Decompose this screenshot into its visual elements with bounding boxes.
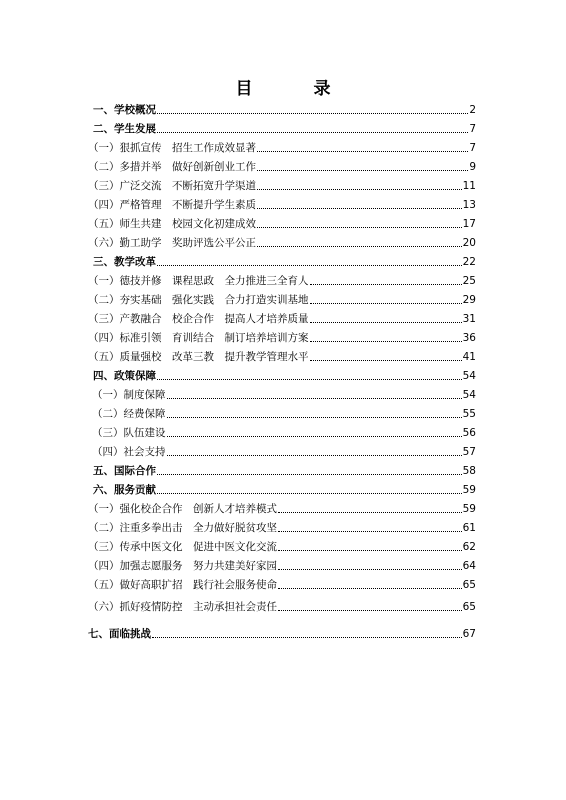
dot-leader bbox=[257, 150, 468, 152]
toc-entry-label: （五）质量强校 改革三教 提升教学管理水平 bbox=[88, 351, 309, 363]
toc-entry-page: 9 bbox=[469, 161, 476, 173]
toc-entry[interactable] bbox=[88, 271, 476, 288]
dot-leader bbox=[257, 245, 462, 247]
toc-entry-page: 67 bbox=[462, 628, 476, 640]
toc-entry-label: （三）队伍建设 bbox=[92, 427, 166, 439]
toc-entry-page: 65 bbox=[462, 601, 476, 613]
dot-leader bbox=[167, 454, 462, 456]
toc-entry[interactable] bbox=[88, 214, 476, 231]
toc-entry[interactable] bbox=[88, 138, 476, 155]
dot-leader bbox=[278, 549, 462, 551]
toc-entry-page: 59 bbox=[462, 484, 476, 496]
dot-leader bbox=[167, 397, 462, 399]
toc-entry-label: 二、学生发展 bbox=[93, 123, 156, 135]
dot-leader bbox=[257, 226, 462, 228]
toc-entry[interactable] bbox=[88, 309, 476, 326]
toc-entry-page: 57 bbox=[462, 446, 476, 458]
toc-entry-page: 61 bbox=[462, 522, 476, 534]
toc-entry[interactable] bbox=[92, 385, 476, 402]
toc-entry[interactable] bbox=[88, 328, 476, 345]
toc-entry-page: 2 bbox=[469, 104, 476, 116]
toc-entry-page: 64 bbox=[462, 560, 476, 572]
dot-leader bbox=[157, 492, 462, 494]
dot-leader bbox=[257, 188, 462, 190]
toc-entry[interactable] bbox=[93, 461, 476, 478]
toc-entry-label: 六、服务贡献 bbox=[93, 484, 156, 496]
dot-leader bbox=[257, 169, 468, 171]
toc-entry-label: （一）强化校企合作 创新人才培养模式 bbox=[88, 503, 277, 515]
toc-entry[interactable] bbox=[88, 347, 476, 364]
dot-leader bbox=[257, 207, 462, 209]
dot-leader bbox=[157, 473, 462, 475]
toc-entry-page: 29 bbox=[462, 294, 476, 306]
toc-entry-page: 13 bbox=[462, 199, 476, 211]
dot-leader bbox=[157, 112, 468, 114]
toc-entry-page: 7 bbox=[469, 142, 476, 154]
toc-entry-label: （五）师生共建 校园文化初建成效 bbox=[88, 218, 256, 230]
toc-entry[interactable] bbox=[93, 119, 476, 136]
toc-entry-label: （一）德技并修 课程思政 全力推进三全育人 bbox=[88, 275, 309, 287]
toc-entry-page: 55 bbox=[462, 408, 476, 420]
toc-entry-label: （四）严格管理 不断提升学生素质 bbox=[88, 199, 256, 211]
toc-entry[interactable] bbox=[92, 404, 476, 421]
dot-leader bbox=[310, 302, 462, 304]
dot-leader bbox=[278, 609, 462, 611]
toc-entry-page: 22 bbox=[462, 256, 476, 268]
toc-entry[interactable] bbox=[88, 290, 476, 307]
toc-entry[interactable] bbox=[93, 480, 476, 497]
toc-entry[interactable] bbox=[88, 233, 476, 250]
dot-leader bbox=[167, 435, 462, 437]
dot-leader bbox=[310, 340, 462, 342]
toc-entry[interactable] bbox=[88, 176, 476, 193]
dot-leader bbox=[157, 131, 468, 133]
dot-leader bbox=[278, 511, 462, 513]
toc-entry-label: 四、政策保障 bbox=[93, 370, 156, 382]
toc-entry[interactable] bbox=[88, 518, 476, 535]
dot-leader bbox=[167, 416, 462, 418]
toc-entry-page: 31 bbox=[462, 313, 476, 325]
toc-entry[interactable] bbox=[88, 597, 476, 614]
toc-entry-label: （一）狠抓宣传 招生工作成效显著 bbox=[88, 142, 256, 154]
toc-entry[interactable] bbox=[92, 442, 476, 459]
toc-entry-page: 7 bbox=[469, 123, 476, 135]
toc-entry-page: 54 bbox=[462, 370, 476, 382]
toc-entry-label: （二）经费保障 bbox=[92, 408, 166, 420]
dot-leader bbox=[310, 283, 462, 285]
toc-title: 目 录 bbox=[235, 79, 353, 99]
toc-entry[interactable] bbox=[88, 537, 476, 554]
toc-entry[interactable] bbox=[88, 157, 476, 174]
toc-entry-label: （一）制度保障 bbox=[92, 389, 166, 401]
toc-entry-page: 62 bbox=[462, 541, 476, 553]
dot-leader bbox=[152, 636, 462, 638]
toc-entry-label: 七、面临挑战 bbox=[88, 628, 151, 640]
toc-entry-page: 54 bbox=[462, 389, 476, 401]
toc-entry-label: （四）社会支持 bbox=[92, 446, 166, 458]
toc-entry-label: 三、教学改革 bbox=[93, 256, 156, 268]
toc-entry-page: 36 bbox=[462, 332, 476, 344]
toc-entry-label: （四）标准引领 育训结合 制订培养培训方案 bbox=[88, 332, 309, 344]
toc-entry-page: 56 bbox=[462, 427, 476, 439]
toc-entry-label: （三）广泛交流 不断拓宽升学渠道 bbox=[88, 180, 256, 192]
toc-entry[interactable] bbox=[88, 575, 476, 592]
toc-entry[interactable] bbox=[88, 195, 476, 212]
dot-leader bbox=[157, 378, 462, 380]
toc-entry-label: （五）做好高职扩招 践行社会服务使命 bbox=[88, 579, 277, 591]
toc-entry-page: 17 bbox=[462, 218, 476, 230]
toc-entry[interactable] bbox=[88, 556, 476, 573]
toc-entry-label: （三）产教融合 校企合作 提高人才培养质量 bbox=[88, 313, 309, 325]
dot-leader bbox=[278, 568, 462, 570]
toc-entry-label: （二）注重多拳出击 全力做好脱贫攻坚 bbox=[88, 522, 277, 534]
dot-leader bbox=[157, 264, 462, 266]
dot-leader bbox=[278, 530, 462, 532]
toc-entry-page: 59 bbox=[462, 503, 476, 515]
toc-entry[interactable] bbox=[93, 252, 476, 269]
toc-entry-page: 41 bbox=[462, 351, 476, 363]
toc-entry[interactable] bbox=[88, 624, 476, 641]
toc-entry-page: 58 bbox=[462, 465, 476, 477]
dot-leader bbox=[310, 359, 462, 361]
toc-entry-label: 五、国际合作 bbox=[93, 465, 156, 477]
toc-entry[interactable] bbox=[93, 100, 476, 117]
toc-entry-page: 11 bbox=[462, 180, 476, 192]
toc-entry-label: （四）加强志愿服务 努力共建美好家园 bbox=[88, 560, 277, 572]
toc-entry[interactable] bbox=[88, 499, 476, 516]
toc-entry-label: （六）抓好疫情防控 主动承担社会责任 bbox=[88, 601, 277, 613]
toc-entry-page: 25 bbox=[462, 275, 476, 287]
toc-entry-label: （二）多措并举 做好创新创业工作 bbox=[88, 161, 256, 173]
toc-entry-label: （六）勤工助学 奖助评选公平公正 bbox=[88, 237, 256, 249]
toc-entry-label: （三）传承中医文化 促进中医文化交流 bbox=[88, 541, 277, 553]
dot-leader bbox=[278, 587, 462, 589]
toc-entry[interactable] bbox=[92, 423, 476, 440]
toc-entry-label: 一、学校概况 bbox=[93, 104, 156, 116]
dot-leader bbox=[310, 321, 462, 323]
toc-entry-page: 20 bbox=[462, 237, 476, 249]
toc-entry-label: （二）夯实基础 强化实践 合力打造实训基地 bbox=[88, 294, 309, 306]
toc-entry-page: 65 bbox=[462, 579, 476, 591]
toc-entry[interactable] bbox=[93, 366, 476, 383]
